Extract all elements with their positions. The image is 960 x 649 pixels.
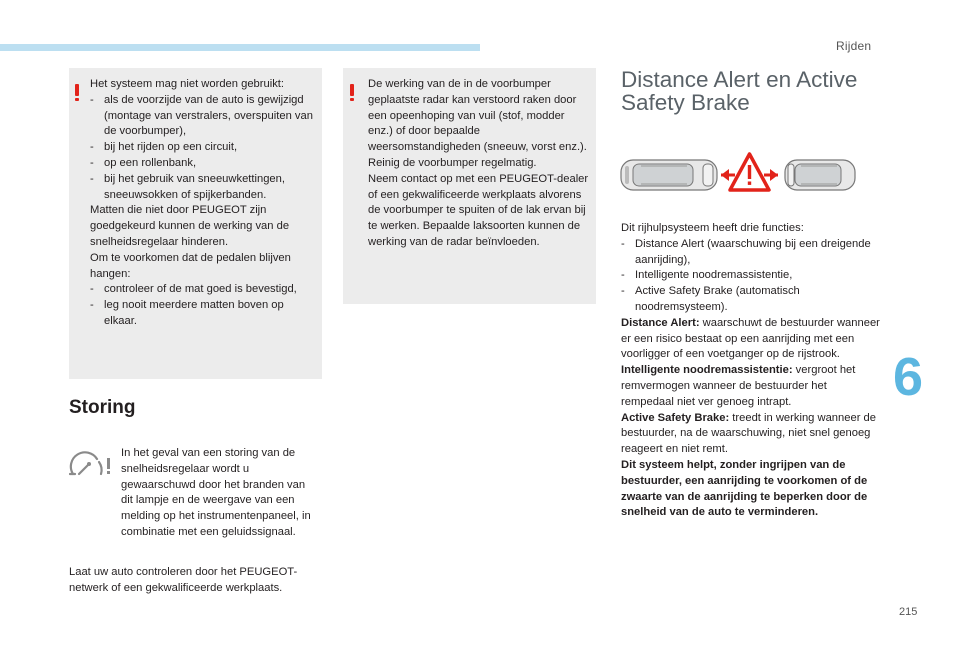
warning-triangle-icon: [730, 154, 769, 190]
warning-exclamation-icon: [75, 84, 79, 101]
warning-paragraph: Reinig de voorbumper regelmatig.: [368, 156, 537, 169]
warning-box-usage-text: [90, 77, 318, 330]
storing-text: In het geval van een storing van de snelheidsregelaar wordt u gewaarschuwd door het branden van dit lampje en de weergave van een melding op het instrumentenpaneel, in combinatie met een geluidssignaal.: [121, 447, 311, 538]
distance-alert-body: [621, 221, 881, 521]
list-item: - bij het rijden op een circuit,: [90, 141, 238, 154]
section-title: Rijden: [836, 39, 872, 53]
warning-paragraph: Om te voorkomen dat de pedalen blijven hangen:: [90, 251, 291, 280]
definition-noodremassistentie: Intelligente noodremassistentie: vergroot het remvermogen wanneer de bestuurder het rempedaal niet ver genoeg intrapt.: [621, 364, 856, 408]
list-item: - controleer of de mat goed is bevestigd,: [90, 283, 297, 296]
list-item: - als de voorzijde van de auto is gewijzigd (montage van verstralers, overspuiten van de voorbumper),: [90, 93, 313, 138]
list-item: - Active Safety Brake (automatisch noodremsysteem).: [621, 285, 800, 313]
distance-alert-intro: Dit rijhulpsysteem heeft drie functies:: [621, 222, 804, 234]
warning-paragraph: Matten die niet door PEUGEOT zijn goedgekeurd kunnen de werking van de snelheidsregelaar hinderen.: [90, 204, 290, 248]
list-item: - op een rollenbank,: [90, 156, 197, 169]
distance-alert-heading: Distance Alert en Active Safety Brake: [621, 67, 858, 115]
warning-paragraph: Neem contact op met een PEUGEOT-dealer of een gekwalificeerde werkplaats alvorens de voorbumper te spuiten of de lak ervan bij te werken. Bepaalde laksoorten kunnen de werking van de radar beïnvloeden.: [368, 172, 589, 248]
warning-intro: Het systeem mag niet worden gebruikt:: [90, 78, 285, 90]
storing-heading: Storing: [69, 397, 136, 418]
two-cars-warning-triangle-illustration: [619, 150, 857, 200]
storing-footer: Laat uw auto controleren door het PEUGEOT-netwerk of een gekwalificeerde werkplaats.: [69, 566, 298, 594]
warning-paragraph: De werking van de in de voorbumper geplaatste radar kan verstoord raken door een opeenhoping van vuil (stof, modder enz.) of door bepaalde weersomstandigheden (sneeuw, vorst enz.).: [368, 78, 587, 154]
list-item: - Distance Alert (waarschuwing bij een dreigende aanrijding),: [621, 237, 871, 266]
list-item: - leg nooit meerdere matten boven op elkaar.: [90, 299, 284, 327]
definition-distance-alert: Distance Alert: waarschuwt de bestuurder wanneer er een risico bestaat op een aanrijding met een voorligger of een voetganger op de rijstrook.: [621, 316, 880, 361]
cruise-control-fault-icon: [69, 450, 113, 480]
chapter-number: 6: [893, 347, 924, 407]
car-left-icon: [621, 160, 717, 190]
page-number: 215: [899, 606, 918, 618]
list-item: - bij het gebruik van sneeuwkettingen, sneeuwsokken of spijkerbanden.: [90, 172, 285, 201]
distance-alert-conclusion: Dit systeem helpt, zonder ingrijpen van de bestuurder, een aanrijding te voorkomen of de zwaarte van de aanrijding te beperken door de snelheid van de auto te verminderen.: [621, 458, 868, 519]
car-right-icon: [785, 160, 855, 190]
warning-box-radar-text: [368, 77, 590, 251]
list-item: - Intelligente noodremassistentie,: [621, 269, 793, 282]
definition-active-safety-brake: Active Safety Brake: treedt in werking wanneer de bestuurder, na de waarschuwing, niet snel genoeg reageert en niet remt.: [621, 411, 876, 456]
header-accent-bar: [0, 44, 480, 51]
warning-exclamation-icon: [350, 84, 354, 101]
